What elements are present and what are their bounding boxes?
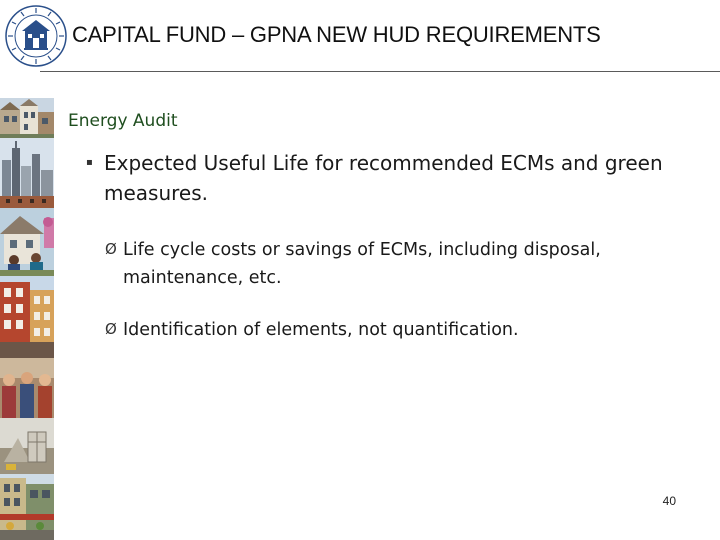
arrow-bullet-icon: Ø	[105, 240, 117, 258]
square-bullet-icon: ▪	[86, 157, 93, 168]
street-shops-photo	[0, 474, 54, 540]
group-photo	[0, 358, 54, 418]
photo-strip	[0, 98, 54, 540]
slide-title: CAPITAL FUND – GPNA NEW HUD REQUIREMENTS	[72, 22, 601, 47]
bullet-text: Expected Useful Life for recommended ECMs and green measures.	[104, 151, 663, 205]
sub-bullet-item	[105, 316, 675, 344]
sub-bullet-text: Identification of elements, not quantification.	[123, 320, 519, 340]
section-heading: Energy Audit	[68, 111, 178, 131]
sub-bullet-item	[105, 236, 675, 292]
page-number: 40	[662, 494, 676, 508]
city-skyline-photo	[0, 138, 54, 208]
apartment-building-photo	[0, 276, 54, 358]
construction-photo	[0, 418, 54, 474]
townhouse-photo	[0, 98, 54, 138]
sub-bullet-text: Life cycle costs or savings of ECMs, including disposal, maintenance, etc.	[123, 240, 601, 288]
bullet-item	[86, 148, 686, 208]
hud-seal-icon	[4, 4, 68, 68]
title-divider	[40, 71, 720, 72]
arrow-bullet-icon: Ø	[105, 320, 117, 338]
house-family-photo	[0, 208, 54, 276]
